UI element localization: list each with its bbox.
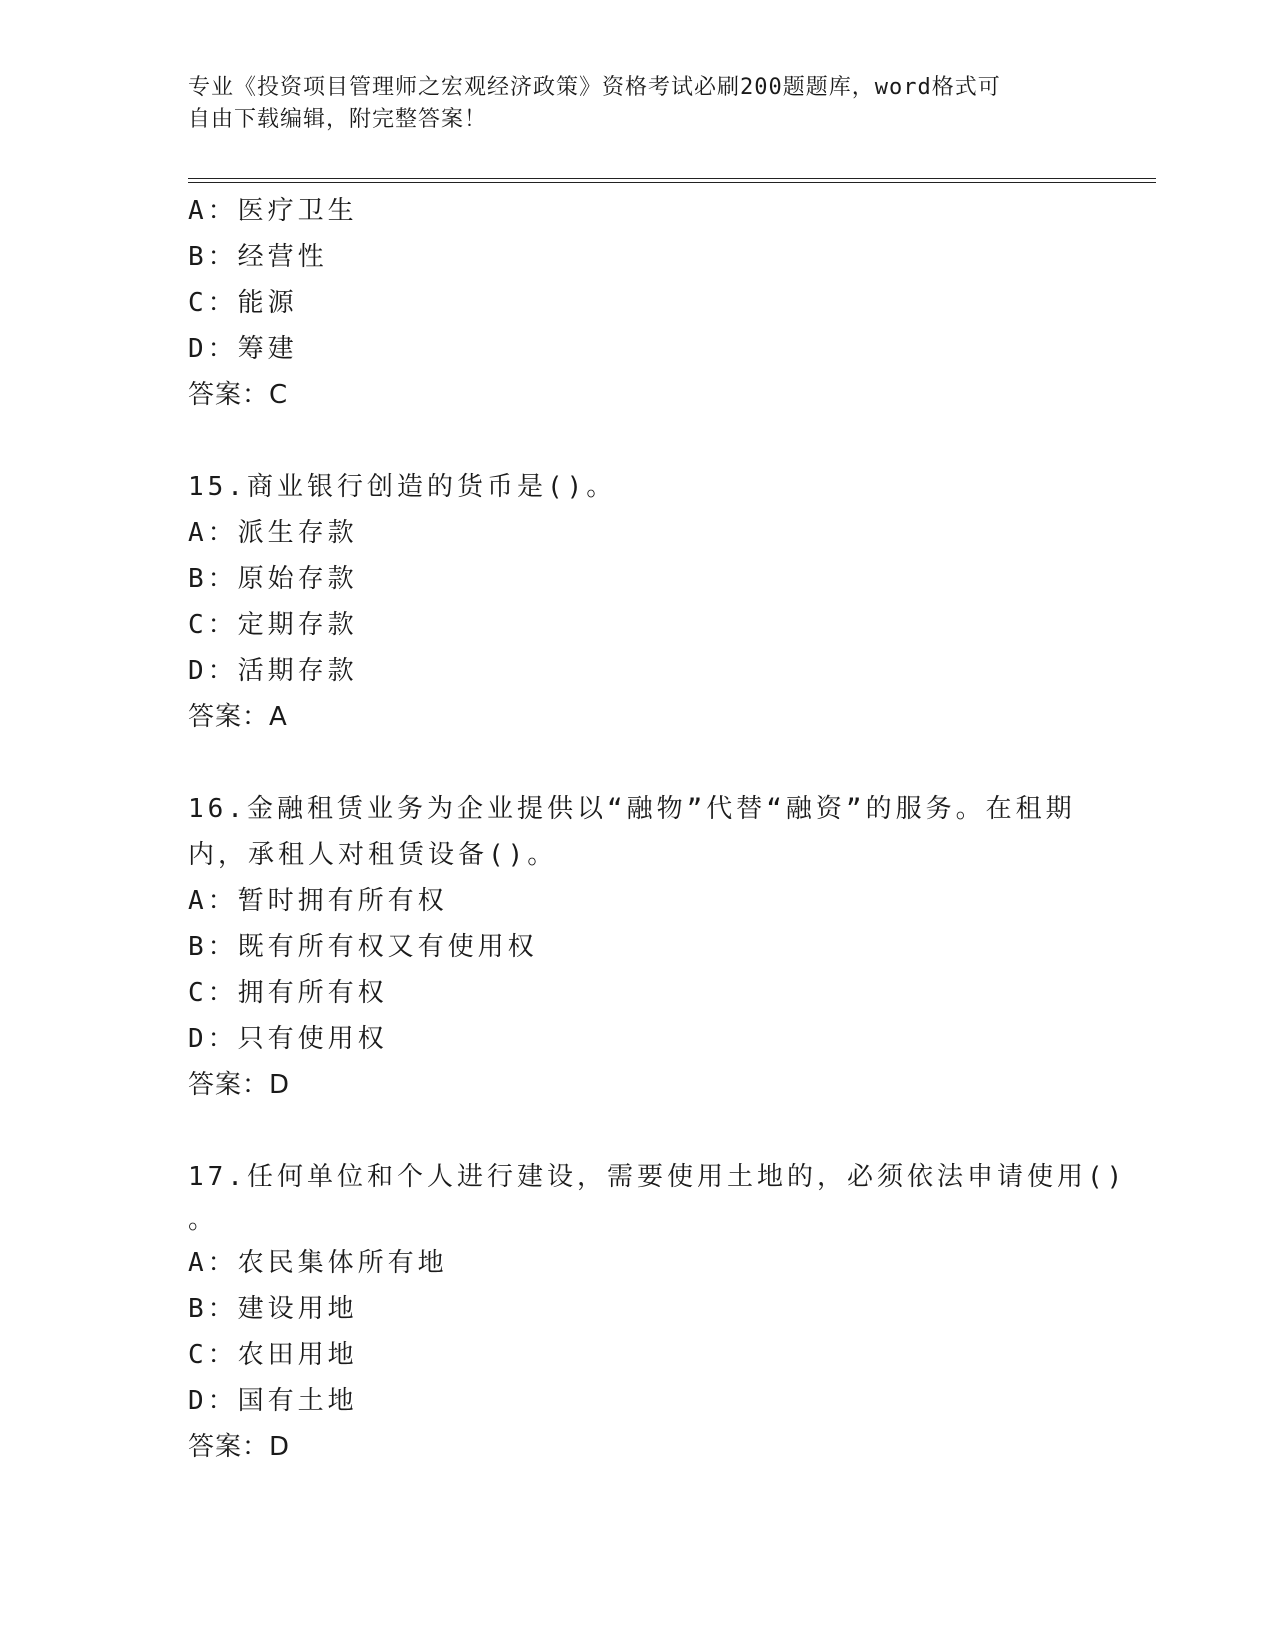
question-text: 15.商业银行创造的货币是()。 — [188, 472, 617, 502]
question-text-line-1: 17.任何单位和个人进行建设，需要使用土地的，必须依法申请使用() — [188, 1162, 1127, 1192]
option-a: A：医疗卫生 — [188, 196, 358, 226]
option-a: A：暂时拥有所有权 — [188, 886, 448, 916]
answer: 答案：D — [188, 1070, 291, 1100]
question-text-line-2: 内，承租人对租赁设备()。 — [188, 840, 558, 870]
answer: 答案：C — [188, 380, 289, 410]
option-a: A：派生存款 — [188, 518, 358, 548]
option-b: B：原始存款 — [188, 564, 358, 594]
option-b: B：既有所有权又有使用权 — [188, 932, 538, 962]
question-14 — [188, 188, 1088, 418]
option-c: C：拥有所有权 — [188, 978, 388, 1008]
option-d: D：筹建 — [188, 334, 298, 364]
option-c: C：能源 — [188, 288, 298, 318]
header-title-line-1: 专业《投资项目管理师之宏观经济政策》资格考试必刷200题题库，word格式可 — [188, 75, 1001, 100]
header-divider — [188, 178, 1156, 183]
question-list — [188, 188, 1127, 1470]
option-d: D：只有使用权 — [188, 1024, 388, 1054]
option-c: C：定期存款 — [188, 610, 358, 640]
option-c: C：农田用地 — [188, 1340, 358, 1370]
spacer — [188, 418, 1088, 464]
header-title-line-2: 自由下载编辑，附完整答案！ — [188, 107, 488, 132]
spacer — [188, 1108, 1088, 1154]
answer: 答案：D — [188, 1432, 291, 1462]
question-16 — [188, 786, 1088, 1108]
answer: 答案：A — [188, 702, 288, 732]
document-header — [188, 72, 1088, 136]
spacer — [188, 740, 1088, 786]
option-b: B：经营性 — [188, 242, 328, 272]
question-15 — [188, 464, 1088, 740]
question-text-line-1: 16.金融租赁业务为企业提供以“融物”代替“融资”的服务。在租期 — [188, 794, 1076, 824]
option-b: B：建设用地 — [188, 1294, 358, 1324]
question-17 — [188, 1154, 1127, 1470]
question-text-line-2: 。 — [188, 1205, 219, 1235]
option-d: D：活期存款 — [188, 656, 358, 686]
option-a: A：农民集体所有地 — [188, 1248, 448, 1278]
option-d: D：国有土地 — [188, 1386, 358, 1416]
